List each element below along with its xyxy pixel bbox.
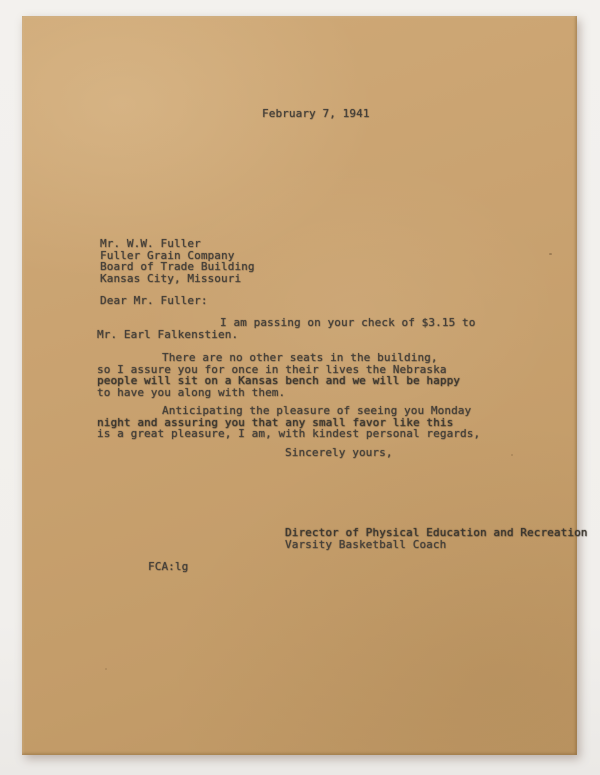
body-line: I am passing on your check of $3.15 to: [220, 316, 476, 329]
body-line: people will sit on a Kansas bench and we will be happy: [97, 374, 461, 387]
body-line: night and assuring you that any small favor like this: [97, 416, 454, 429]
body-line: so I assure you for once in their lives the Nebraska: [97, 363, 447, 376]
signature-title-line: Varsity Basketball Coach: [285, 538, 447, 551]
body-line: Mr. Earl Falkenstien.: [97, 328, 239, 341]
body-line: There are no other seats in the building,: [162, 351, 438, 364]
body-line: to have you along with them.: [97, 386, 286, 399]
paper-speck: [105, 668, 107, 670]
closing: Sincerely yours,: [285, 446, 393, 459]
salutation: Dear Mr. Fuller:: [100, 294, 208, 307]
recipient-building: Board of Trade Building: [100, 260, 255, 273]
recipient-name: Mr. W.W. Fuller: [100, 237, 201, 250]
recipient-city: Kansas City, Missouri: [100, 272, 242, 285]
typist-initials: FCA:lg: [148, 560, 189, 573]
body-line: is a great pleasure, I am, with kindest personal regards,: [97, 427, 481, 440]
letter-date: February 7, 1941: [262, 107, 370, 120]
paper-speck: [549, 253, 552, 255]
body-line: Anticipating the pleasure of seeing you Monday: [162, 404, 472, 417]
recipient-company: Fuller Grain Company: [100, 249, 235, 262]
signature-title-line: Director of Physical Education and Recreation: [285, 526, 588, 539]
paper-speck: [511, 454, 513, 456]
letter-page: [22, 16, 588, 755]
